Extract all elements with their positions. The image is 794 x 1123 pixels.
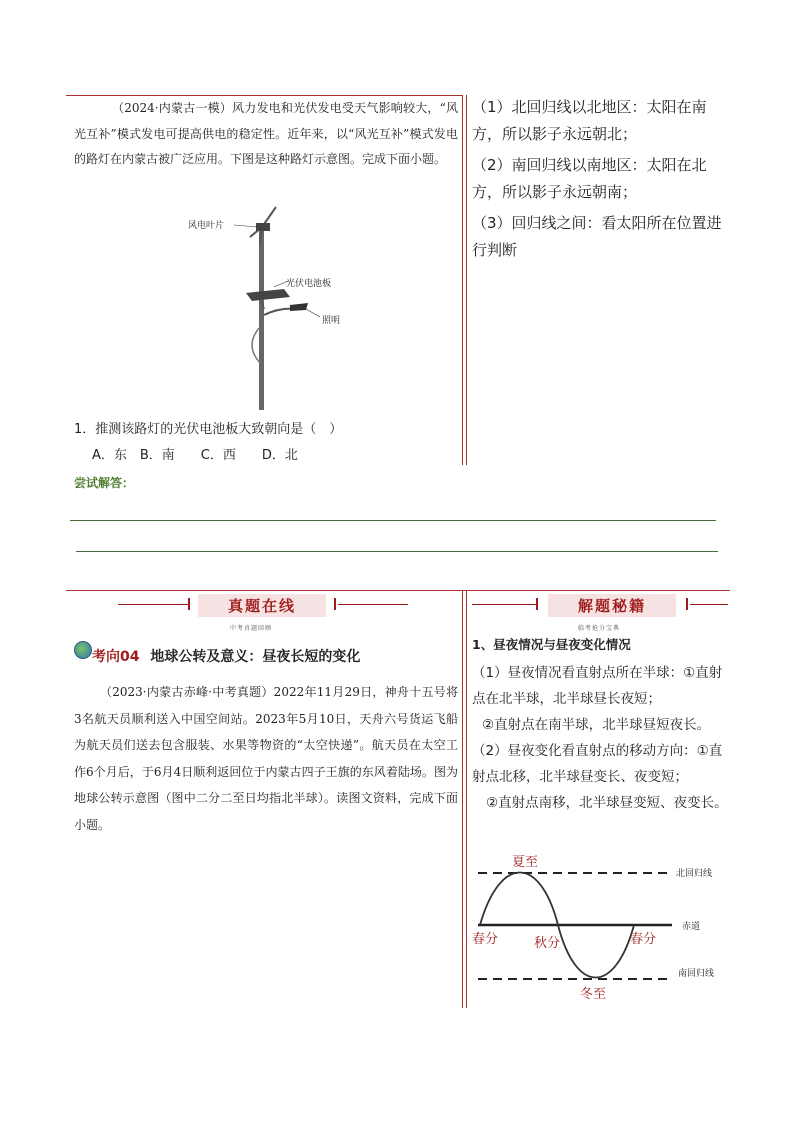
globe-icon [74, 641, 92, 659]
top-divider [462, 95, 463, 465]
q2-paragraph: （2023·内蒙古赤峰·中考真题）2022年11月29日，神舟十五号将3名航天员顺利送入中国空间站。2023年5月10日，天舟六号货运飞船为航天员们送去包含服装、水果等物资的“太空快递”。航天员在太空工作6个月后，于6月4日顺利返回位于内蒙古四子王旗的东风着陆场。图为地球公转示意图（图中二分二至日均指北半球）。读图文资料，完成下面小题。 [74, 685, 458, 832]
banner-left-tick-b [334, 598, 336, 610]
bottom-divider-2 [466, 590, 467, 1008]
q1-question: 1．推测该路灯的光伏电池板大致朝向是（ ） [74, 422, 343, 437]
label-summer: 夏至 [512, 855, 539, 870]
rule-line-1b: ②直射点在南半球，北半球昼短夜长。 [482, 717, 711, 733]
banner-right-rule-a [472, 604, 536, 605]
right-body [472, 660, 728, 816]
tip-line-1: （1）北回归线以北地区：太阳在南方，所以影子永远朝北； [472, 98, 707, 143]
rule-line-2: （2）昼夜变化看直射点的移动方向：①直射点北移，北半球昼变长、夜变短； [472, 743, 723, 785]
q1-intro [74, 96, 458, 173]
banner-left-rule-a [118, 604, 188, 605]
banner-left-sub: 中考真题回顾 [230, 625, 273, 632]
bottom-divider [462, 590, 463, 1008]
tip-line-2: （2）南回归线以南地区：太阳在北方，所以影子永远朝南； [472, 156, 707, 201]
answer-line-2[interactable] [76, 551, 718, 552]
label-north-tropic: 北回归线 [676, 869, 713, 879]
banner-right [538, 593, 686, 617]
street-light-figure [180, 205, 380, 415]
label-spring-2: 春分 [630, 932, 657, 947]
banner-right-tick-b [686, 598, 688, 610]
rule-line-2b: ②直射点南移，北半球昼变短、夜变长。 [486, 795, 728, 811]
label-equator: 赤道 [682, 922, 701, 932]
label-south-tropic: 南回归线 [678, 969, 715, 979]
heading-text: 地球公转及意义：昼夜长短的变化 [150, 649, 361, 665]
try-answer-label: 尝试解答： [74, 476, 135, 490]
solar-panel-icon [246, 289, 290, 301]
label-spring-1: 春分 [472, 932, 499, 947]
top-divider-2 [466, 95, 467, 465]
banner-left [190, 593, 334, 617]
label-winter: 冬至 [580, 987, 607, 1002]
label-light: 照明 [322, 316, 341, 326]
lamp-head-icon [290, 303, 308, 311]
banner-left-rule-b [338, 604, 408, 605]
label-blade: 风电叶片 [188, 221, 225, 231]
label-autumn: 秋分 [534, 936, 561, 951]
label-panel: 光伏电池板 [286, 279, 332, 289]
answer-line-1[interactable] [70, 520, 716, 521]
banner-left-title: 真题在线 [198, 594, 326, 617]
tips-top [472, 94, 727, 264]
banner-right-rule-b [690, 604, 728, 605]
banner-right-sub: 临考抢分宝典 [578, 625, 621, 632]
q1-intro-text: 风力发电和光伏发电受天气影响较大，“风光互补”模式发电可提高供电的稳定性。近年来，以“风光互补”模式发电的路灯在内蒙古被广泛应用。下图是这种路灯示意图。完成下面小题。 [74, 101, 458, 166]
bottom-rule [66, 590, 730, 591]
q1-source: （2024·内蒙古一模） [112, 101, 233, 115]
heading-prefix: 考向04 [92, 649, 140, 665]
right-heading: 1、昼夜情况与昼夜变化情况 [472, 637, 631, 652]
banner-right-title: 解题秘籍 [548, 594, 676, 617]
section-heading [92, 646, 360, 666]
tip-line-3: （3）回归线之间：看太阳所在位置进行判断 [472, 214, 722, 259]
rule-line-1: （1）昼夜情况看直射点所在半球：①直射点在北半球，北半球昼长夜短； [472, 665, 723, 707]
q1-options: A．东 B．南 C．西 D．北 [92, 448, 298, 463]
light-pole [259, 227, 264, 410]
